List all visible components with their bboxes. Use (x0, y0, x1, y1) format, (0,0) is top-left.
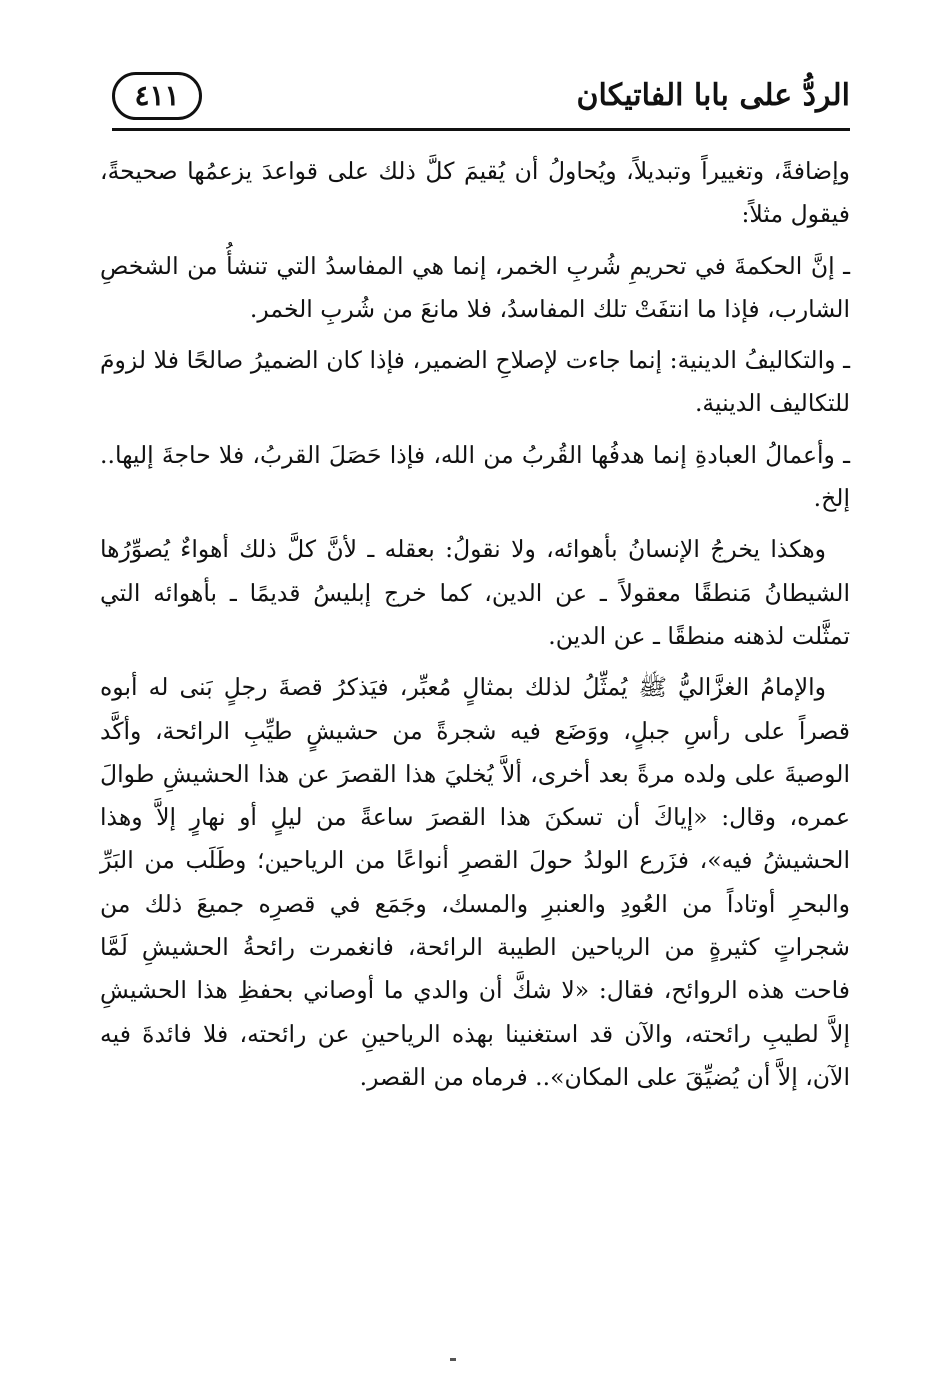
paragraph: والإمامُ الغزَّاليُّ ﷺ يُمثِّلُ لذلك بمثالٍ مُعبِّر، فيَذكرُ قصةَ رجلٍ بَنى له أبوه قصراً على رأسِ جبلٍ، ووَضَع فيه شجرةً من حشيشٍ طيِّبِ الرائحة، وأكَّد الوصيةَ على ولده مرةً بعد أخرى، ألاَّ يُخليَ هذا القصرَ عن هذا الحشيشِ طوالَ عمره، وقال: «إياكَ أن تسكنَ هذا القصرَ ساعةً من ليلٍ أو نهارٍ إلاَّ وهذا الحشيشُ فيه»، فزَرع الولدُ حولَ القصرِ أنواعًا من الرياحين؛ وطَلَب من البَرِّ والبحرِ أوتاداً من العُودِ والعنبرِ والمسك، وجَمَع في قصرِه جميعَ ذلك من شجراتٍ كثيرةٍ من الرياحين الطيبة الرائحة، فانغمرت رائحةُ الحشيشِ لَمَّا فاحت هذه الروائح، فقال: «لا شكَّ أن والدي ما أوصاني بحفظِ هذا الحشيشِ إلاَّ لطيبِ رائحته، والآن قد استغنينا بهذه الرياحينِ عن رائحته، فلا فائدةَ فيه الآن، إلاَّ أن يُضيِّقَ على المكان».. فرماه من القصر. (100, 673, 850, 1091)
paragraph: وإضافةً، وتغييراً وتبديلاً، ويُحاولُ أن يُقيمَ كلَّ ذلك على قواعدَ يزعمُها صحيحةً، فيقول مثلاً: (100, 157, 850, 229)
running-header (112, 72, 850, 130)
paragraph: وهكذا يخرجُ الإنسانُ بأهوائه، ولا نقولُ: بعقله ـ لأنَّ كلَّ ذلك أهواءٌ يُصوِّرُها الشيطانُ مَنطقًا معقولاً ـ عن الدين، كما خرج إبليسُ قديمًا ـ بأهوائه التي تمثَّلت لذهنه منطقًا ـ عن الدين. (100, 535, 850, 650)
body-text (100, 150, 850, 1107)
page-number: ٤١١ (112, 72, 202, 120)
paragraph: ـ إنَّ الحكمةَ في تحريمِ شُربِ الخمر، إنما هي المفاسدُ التي تنشأُ من الشخصِ الشارب، فإذا ما انتفَتْ تلك المفاسدُ، فلا مانعَ من شُربِ الخمر. (100, 251, 850, 323)
paragraph: ـ والتكاليفُ الدينية: إنما جاءت لإصلاحِ الضمير، فإذا كان الضميرُ صالحًا فلا لزومَ للتكاليف الدينية. (100, 346, 850, 418)
header-rule (112, 128, 850, 131)
running-title: الردُّ على بابا الفاتيكان (576, 78, 850, 113)
footer-mark (450, 1358, 456, 1361)
paragraph: ـ وأعمالُ العبادةِ إنما هدفُها القُربُ من الله، فإذا حَصَلَ القربُ، فلا حاجةَ إليها.. إلخ. (100, 440, 850, 513)
